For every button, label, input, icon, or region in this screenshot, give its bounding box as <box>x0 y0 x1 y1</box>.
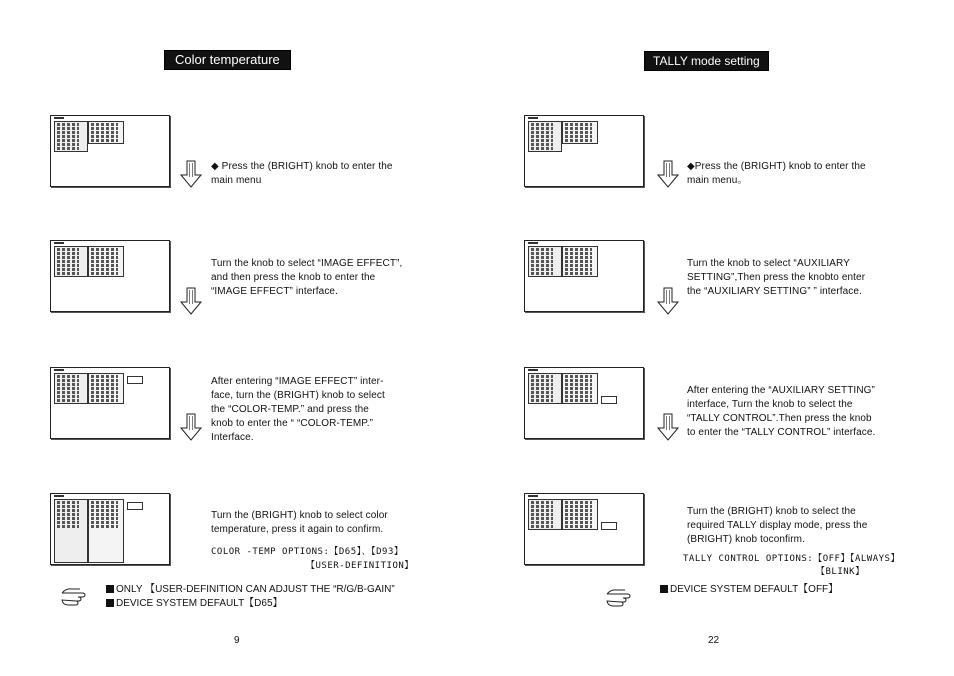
left-note-2: DEVICE SYSTEM DEFAULT【D65】 <box>106 597 283 611</box>
right-screen-2 <box>524 240 644 312</box>
right-step-2: Turn the knob to select “AUXILIARY SETTING”,Then press the knobto enter the “AUXILIARY SETTING” ” interface. <box>687 258 866 297</box>
left-step-4: Turn the (BRIGHT) knob to select color temperature, press it again to confirm. <box>211 510 388 535</box>
right-screen-4 <box>524 493 644 565</box>
right-note-1: DEVICE SYSTEM DEFAULT【OFF】 <box>660 583 838 597</box>
left-screen-3 <box>50 367 170 439</box>
left-step-2: Turn the knob to select “IMAGE EFFECT”, and then press the knob to enter the “IMAGE EFFECT” interface. <box>211 258 403 297</box>
pointing-hand-icon <box>60 585 94 607</box>
left-options-line-2: 【USER-DEFINITION】 <box>306 561 414 571</box>
right-step-4: Turn the (BRIGHT) knob to select the required TALLY display mode, press the (BRIGHT) knob toconfirm. <box>687 506 868 545</box>
left-options-line-1: COLOR -TEMP OPTIONS:【D65】、【D93】 <box>211 547 404 557</box>
left-step-3: After entering “IMAGE EFFECT” inter- face, turn the (BRIGHT) knob to select the “COLOR-TEMP.” and press the knob to enter the “ “COLOR-TEMP.” Interface. <box>211 376 385 443</box>
left-screen-4 <box>50 493 170 565</box>
right-screen-1 <box>524 115 644 187</box>
right-step-3: After entering the “AUXILIARY SETTING” interface, Turn the knob to select the “TALLY CONTROL”.Then press the knob to enter the “TALLY CONTROL” interface. <box>687 385 876 438</box>
right-screen-3 <box>524 367 644 439</box>
down-arrow-icon <box>657 287 679 315</box>
right-page-title: TALLY mode setting <box>644 51 769 71</box>
left-step-1: ◆ Press the (BRIGHT) knob to enter the main menu <box>211 161 393 186</box>
down-arrow-icon <box>180 413 202 441</box>
left-note-1: ONLY 【USER-DEFINITION CAN ADJUST THE “R/G/B-GAIN” <box>106 583 395 597</box>
right-step-1: ◆Press the (BRIGHT) knob to enter the main menu。 <box>687 161 866 186</box>
down-arrow-icon <box>180 287 202 315</box>
down-arrow-icon <box>180 160 202 188</box>
left-screen-2 <box>50 240 170 312</box>
right-options-line-1: TALLY CONTROL OPTIONS:【OFF】【ALWAYS】 <box>683 554 900 564</box>
left-page-title: Color temperature <box>164 50 291 70</box>
down-arrow-icon <box>657 160 679 188</box>
left-screen-1 <box>50 115 170 187</box>
right-options-line-2: 【BLINK】 <box>816 567 865 577</box>
left-page-number: 9 <box>234 635 240 646</box>
down-arrow-icon <box>657 413 679 441</box>
right-page-number: 22 <box>708 635 720 646</box>
pointing-hand-icon <box>605 586 639 608</box>
